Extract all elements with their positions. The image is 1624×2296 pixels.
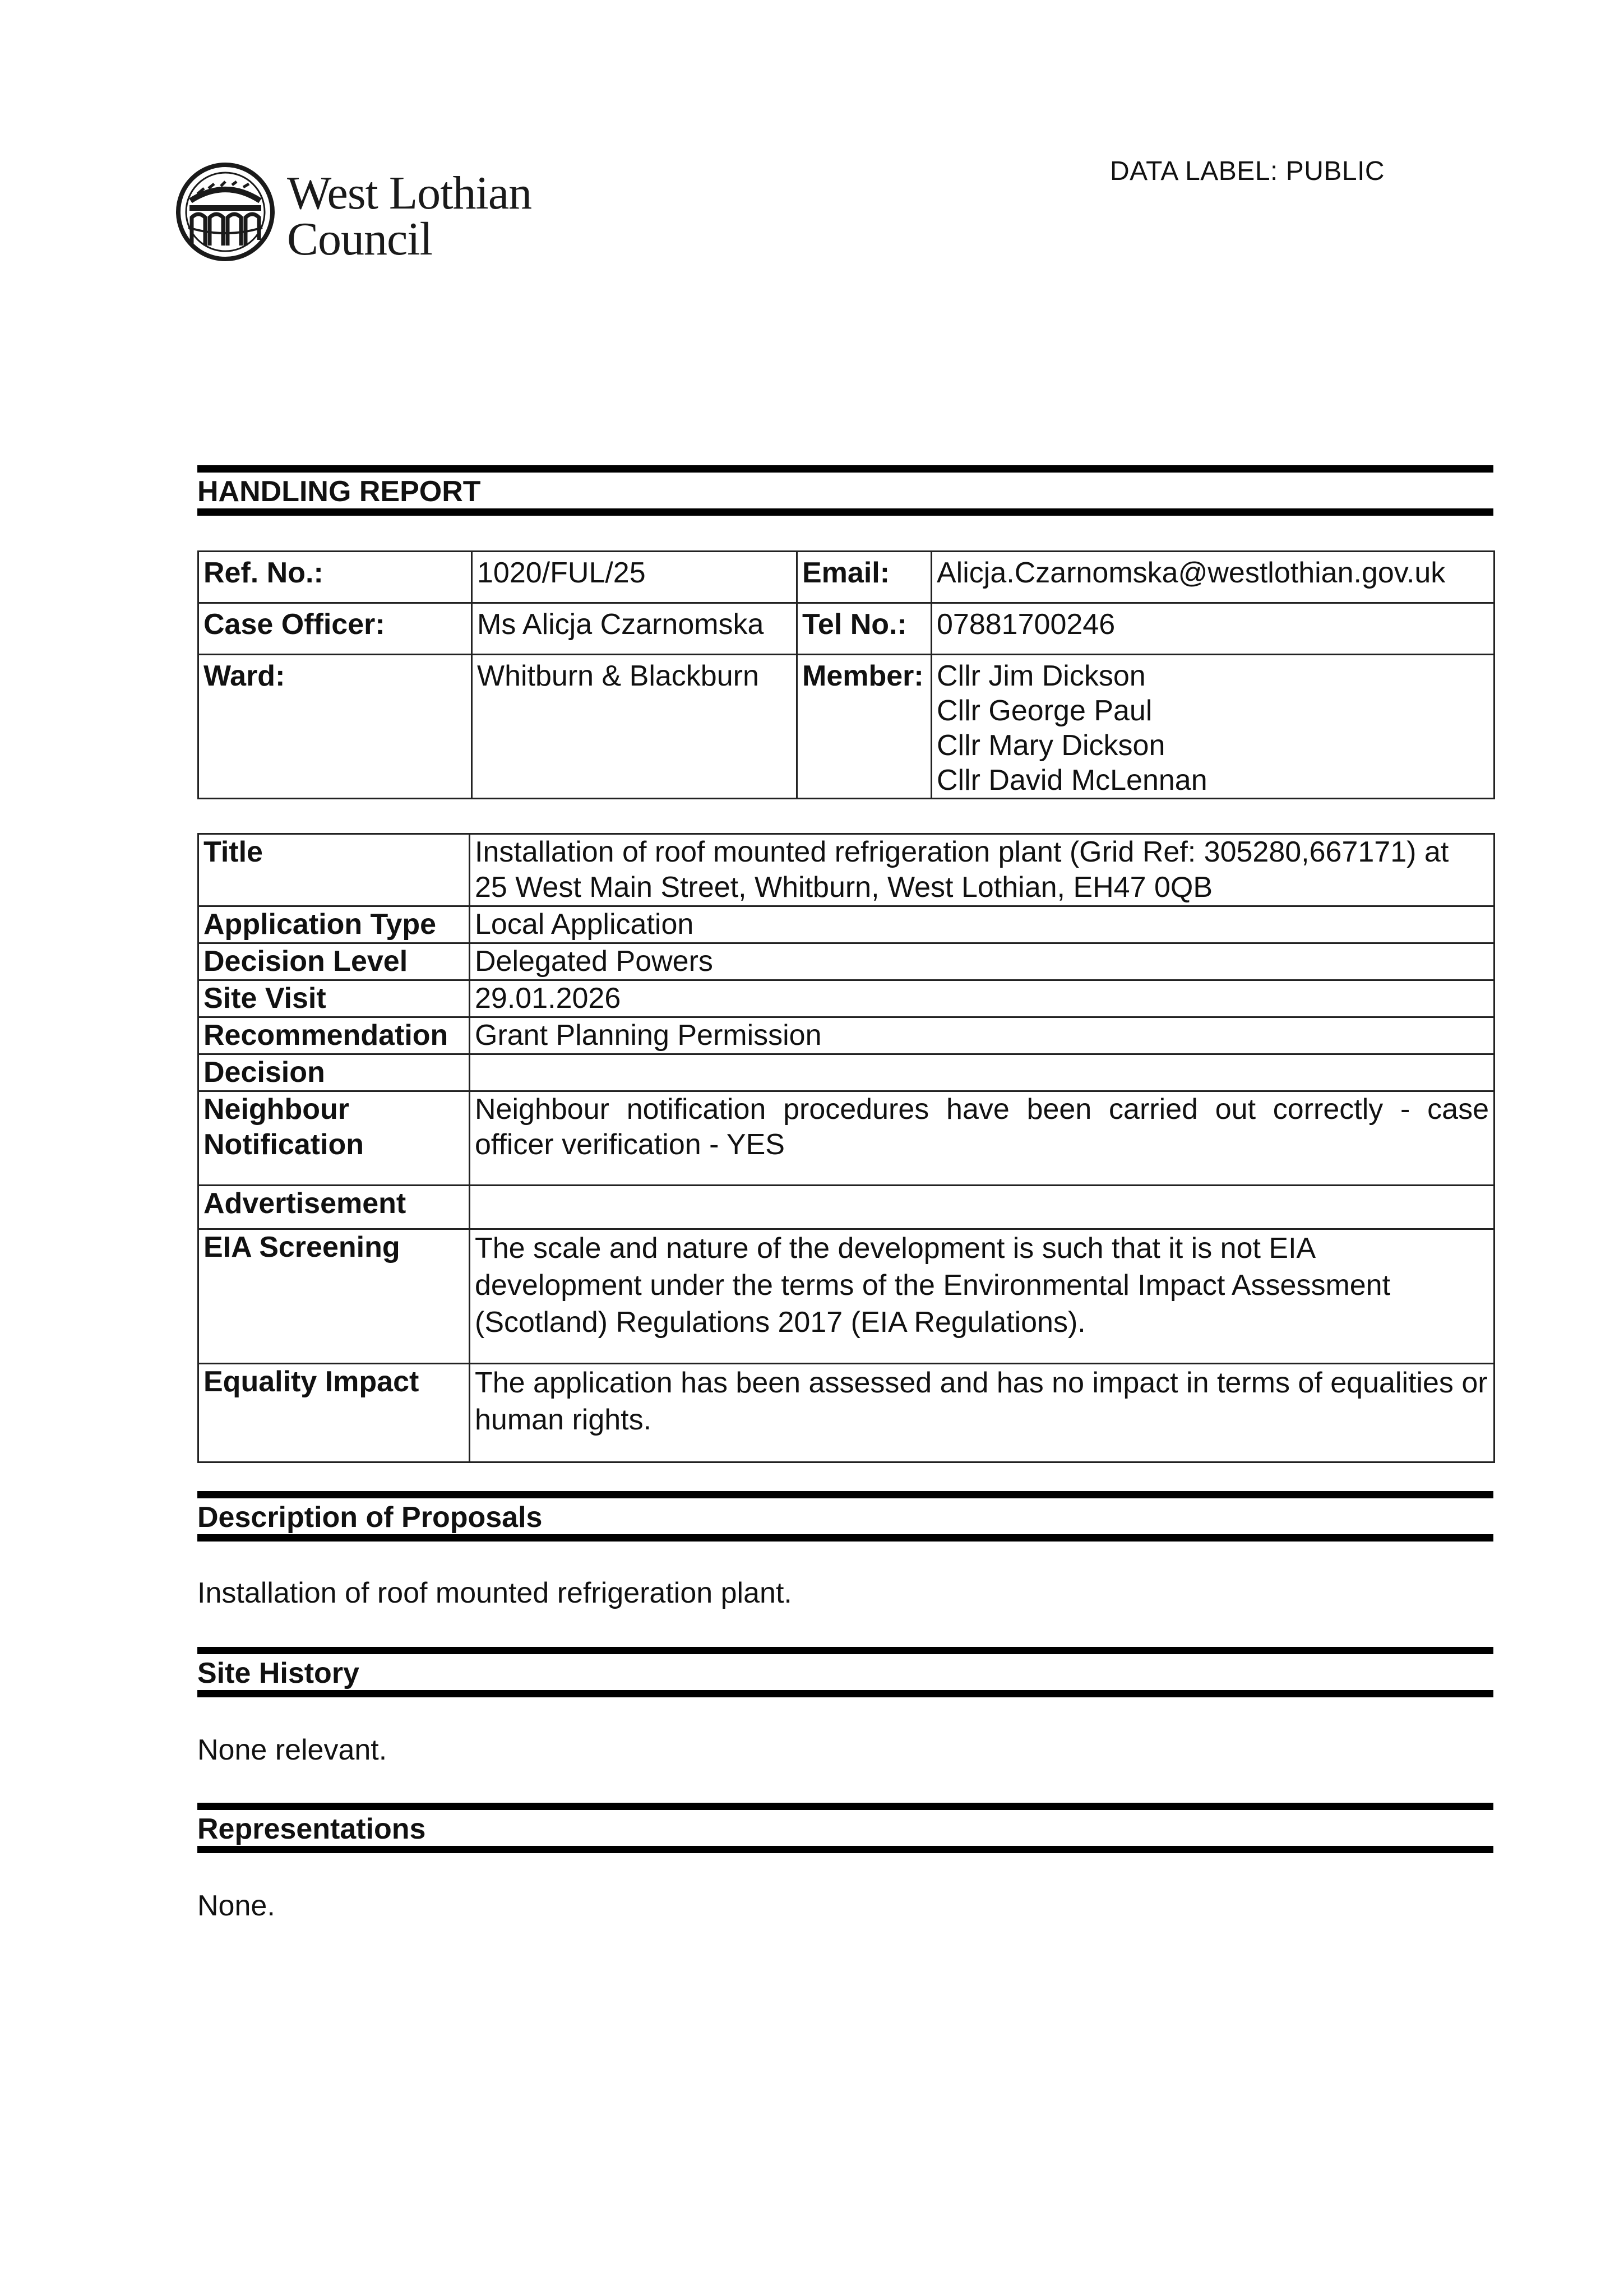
eia-screening-value: The scale and nature of the development is such that it is not EIA development under the terms of the Environmental Impact Assessment (Scotland) Regulations 2017 (EIA Regulations). — [470, 1229, 1495, 1364]
neighbour-value-line-1: Neighbour notification procedures have been carried out correctly - case — [475, 1093, 1489, 1126]
neighbour-notification-value — [470, 1091, 1495, 1186]
ward-value: Whitburn & Blackburn — [472, 655, 797, 799]
equality-impact-label: Equality Impact — [198, 1364, 470, 1462]
decision-value — [470, 1054, 1495, 1091]
table-row — [198, 980, 1495, 1017]
site-history-heading-bar — [197, 1647, 1493, 1697]
officer-details-table — [197, 550, 1495, 799]
logo-wordmark — [287, 167, 532, 265]
recommendation-label: Recommendation — [198, 1017, 470, 1054]
table-row — [198, 1186, 1495, 1229]
email-label: Email: — [797, 552, 932, 603]
member-name: Cllr Mary Dickson — [937, 729, 1165, 762]
neighbour-notification-label — [198, 1091, 470, 1186]
recommendation-value: Grant Planning Permission — [470, 1017, 1495, 1054]
ward-label: Ward: — [198, 655, 472, 799]
ref-label: Ref. No.: — [198, 552, 472, 603]
logo-line-1: West Lothian — [287, 167, 532, 219]
email-value: Alicja.Czarnomska@westlothian.gov.uk — [932, 552, 1495, 603]
application-details-table — [197, 833, 1495, 1463]
tel-value: 07881700246 — [932, 603, 1495, 655]
table-row — [198, 603, 1495, 655]
description-text: Installation of roof mounted refrigeration plant. — [197, 1577, 792, 1609]
viaduct-emblem-icon — [175, 161, 276, 262]
table-row — [198, 1054, 1495, 1091]
handling-report-heading-bar — [197, 465, 1493, 516]
handling-report-title: HANDLING REPORT — [197, 475, 481, 508]
neighbour-value-line-2: officer verification - YES — [475, 1128, 785, 1161]
table-row — [198, 1091, 1495, 1186]
decision-level-value: Delegated Powers — [470, 943, 1495, 980]
site-history-heading: Site History — [197, 1657, 359, 1689]
description-heading-bar — [197, 1491, 1493, 1542]
data-label: DATA LABEL: PUBLIC — [1110, 156, 1385, 186]
decision-label: Decision — [198, 1054, 470, 1091]
eia-screening-label: EIA Screening — [198, 1229, 470, 1364]
member-list — [932, 655, 1495, 799]
table-row — [198, 1017, 1495, 1054]
site-visit-label: Site Visit — [198, 980, 470, 1017]
site-history-text: None relevant. — [197, 1734, 387, 1766]
representations-text: None. — [197, 1890, 275, 1922]
member-name: Cllr George Paul — [937, 695, 1153, 727]
decision-level-label: Decision Level — [198, 943, 470, 980]
description-heading: Description of Proposals — [197, 1501, 543, 1534]
representations-heading: Representations — [197, 1813, 426, 1845]
member-name: Cllr David McLennan — [937, 764, 1207, 797]
table-row — [198, 906, 1495, 943]
advertisement-value — [470, 1186, 1495, 1229]
tel-label: Tel No.: — [797, 603, 932, 655]
neighbour-label-line-2: Notification — [203, 1128, 364, 1161]
application-type-label: Application Type — [198, 906, 470, 943]
case-officer-label: Case Officer: — [198, 603, 472, 655]
logo-line-2: Council — [287, 213, 432, 265]
application-type-value: Local Application — [470, 906, 1495, 943]
council-logo — [175, 161, 556, 268]
case-officer-value: Ms Alicja Czarnomska — [472, 603, 797, 655]
table-row — [198, 1364, 1495, 1462]
equality-impact-value: The application has been assessed and has no impact in terms of equalities or human rights. — [470, 1364, 1495, 1462]
table-row — [198, 834, 1495, 906]
representations-heading-bar — [197, 1803, 1493, 1853]
neighbour-label-line-1: Neighbour — [203, 1093, 349, 1126]
title-value: Installation of roof mounted refrigeration plant (Grid Ref: 305280,667171) at 25 West Main Street, Whitburn, West Lothian, EH47 0QB — [470, 834, 1495, 906]
table-row — [198, 552, 1495, 603]
member-name: Cllr Jim Dickson — [937, 660, 1146, 692]
member-label: Member: — [797, 655, 932, 799]
table-row — [198, 1229, 1495, 1364]
ref-value: 1020/FUL/25 — [472, 552, 797, 603]
table-row — [198, 655, 1495, 799]
table-row — [198, 943, 1495, 980]
site-visit-value: 29.01.2026 — [470, 980, 1495, 1017]
advertisement-label: Advertisement — [198, 1186, 470, 1229]
title-label: Title — [198, 834, 470, 906]
